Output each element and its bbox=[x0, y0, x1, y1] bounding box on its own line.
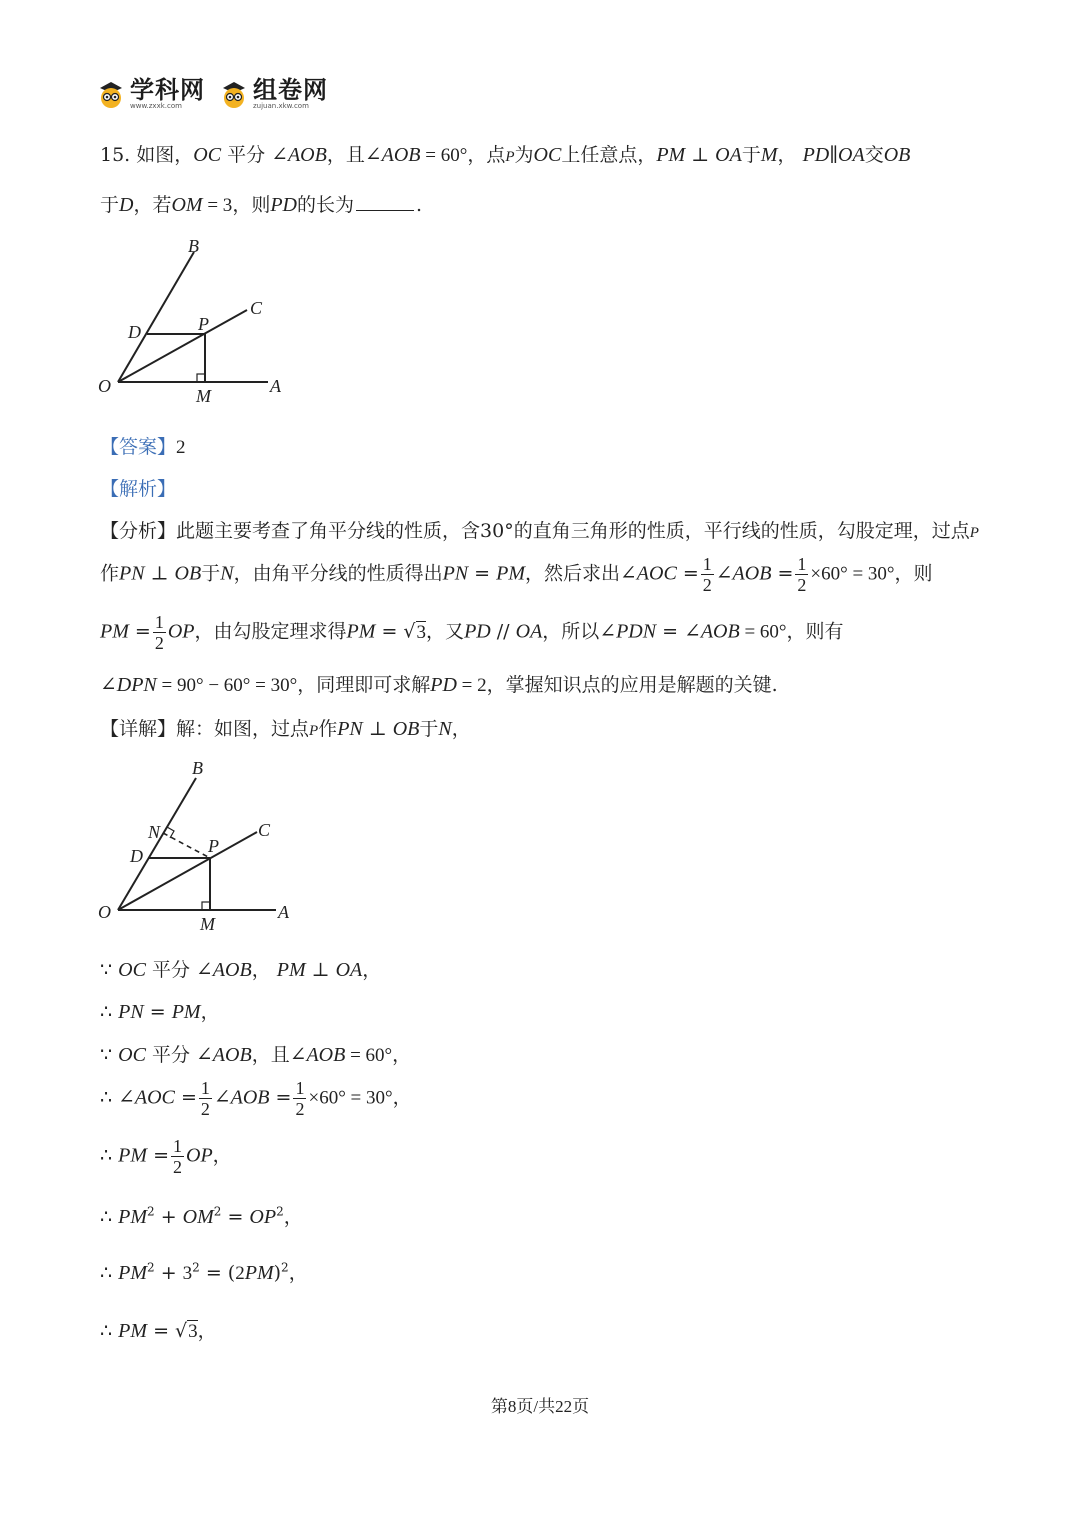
header-logos bbox=[96, 78, 328, 110]
fenxi-line-3: PM = $\frac{1}{2}$ OP，由勾股定理求得PM = √3，又PD // OA，所以∠PDN = ∠AOB = 60°，则有 bbox=[100, 612, 844, 653]
proof-step-1: ∵ OC 平分 ∠AOB， PM ⊥ OA， bbox=[100, 959, 382, 981]
label-O: O bbox=[98, 902, 111, 922]
geometry-figure-1 bbox=[92, 232, 302, 412]
label-O: O bbox=[98, 376, 111, 396]
proof-step-4: ∴ ∠AOC = $\frac{1}{2}$ ∠AOB = $\frac{1}{2}$ ×60° = 30°， bbox=[100, 1078, 412, 1119]
logo-xuekewang bbox=[96, 78, 205, 110]
label-M: M bbox=[196, 386, 211, 406]
analysis-tag-line: 【解析】 bbox=[100, 478, 177, 500]
logo1-name: 学科网 bbox=[130, 76, 205, 104]
label-C: C bbox=[258, 820, 271, 840]
proof-step-6: ∴ $PM^2 + OM^2 = OP^2$， bbox=[100, 1204, 303, 1228]
label-D: D bbox=[128, 322, 141, 342]
answer-blank bbox=[356, 210, 414, 211]
geometry-figure-2 bbox=[92, 752, 312, 937]
logo-zujuanwang bbox=[219, 78, 328, 110]
question-line-2: 于D，若OM = 3，则PD的长为 . bbox=[100, 194, 423, 216]
label-D: D bbox=[130, 846, 143, 866]
label-C: C bbox=[250, 298, 263, 318]
fenxi-line-4: ∠DPN = 90° − 60° = 30°，同理即可求解PD = 2，掌握知识点的应用是解题的关键. bbox=[100, 674, 778, 696]
logo1-url: www.zxxk.com bbox=[130, 102, 182, 110]
question-line-1: 15. 如图，OC 平分 ∠AOB，且∠AOB = 60°，点P为OC上任意点，PM ⊥ OA于M， PD∥OA交OB bbox=[100, 144, 911, 166]
label-B: B bbox=[192, 758, 203, 778]
proof-step-7: ∴ $PM^2 + 3^2 = (2PM)^2$， bbox=[100, 1260, 308, 1284]
answer-line: 【答案】2 bbox=[100, 436, 186, 458]
detail-line-1: 【详解】解：如图，过点P作PN ⊥ OB于N， bbox=[100, 718, 471, 740]
label-P: P bbox=[208, 836, 219, 856]
owl-logo-icon bbox=[219, 79, 249, 109]
logo2-name: 组卷网 bbox=[253, 76, 328, 104]
label-P: P bbox=[198, 314, 209, 334]
owl-logo-icon bbox=[96, 79, 126, 109]
label-A: A bbox=[278, 902, 289, 922]
label-B: B bbox=[188, 236, 199, 256]
label-A: A bbox=[270, 376, 281, 396]
label-N: N bbox=[148, 822, 161, 842]
proof-step-8: ∴ PM = √3， bbox=[100, 1320, 217, 1342]
logo2-url: zujuan.xkw.com bbox=[253, 102, 309, 110]
label-M: M bbox=[200, 914, 215, 934]
proof-step-5: ∴ PM = $\frac{1}{2}$ OP， bbox=[100, 1136, 232, 1177]
fenxi-line-2: 作PN ⊥ OB于N，由角平分线的性质得出PN = PM，然后求出∠AOC = $\frac{1}{2}$ ∠AOB = $\frac{1}{2}$ ×60° = 30°，则 bbox=[100, 554, 933, 595]
proof-step-2: ∴ PN = PM， bbox=[100, 1001, 220, 1023]
page-footer: 第8页/共22页 bbox=[490, 1397, 590, 1416]
proof-step-3: ∵ OC 平分 ∠AOB，且∠AOB = 60°， bbox=[100, 1044, 412, 1066]
fenxi-line-1: 【分析】此题主要考查了角平分线的性质，含30°的直角三角形的性质，平行线的性质，勾股定理，过点P bbox=[100, 520, 979, 542]
